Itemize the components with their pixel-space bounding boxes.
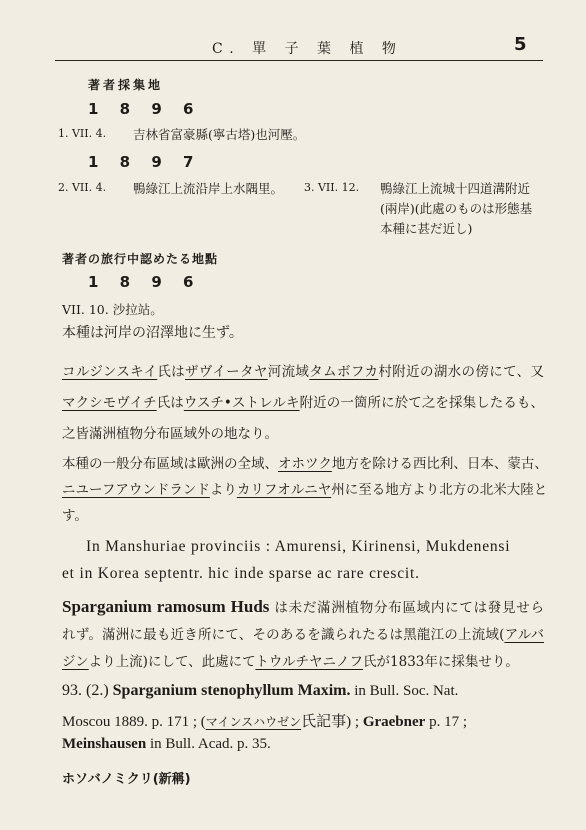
distribution-line [62, 452, 548, 472]
ramosum-line-segment: れず。滿洲に最も近き所にて、そのあるを識られたるは黑龍江の上流域( [62, 627, 505, 643]
species-citation-line [62, 736, 271, 753]
page-number: 5 [514, 34, 527, 55]
species-citation-segment: Meinshausen [62, 736, 147, 752]
collection-entry-place: 本種に甚だ近し) [380, 221, 473, 236]
distribution-line-segment: カリフオルニヤ [236, 482, 332, 498]
collector-line-segment: ザヴイータヤ [185, 364, 268, 380]
species-number: 93. (2.) [62, 682, 113, 699]
travel-year: 1 8 9 6 [88, 273, 202, 291]
species-name: Sparganium stenophyllum Maxim. [112, 682, 351, 699]
collector-line [62, 360, 544, 380]
collector-line-segment: 附近の一箇所に於て之を採集したるも、 [299, 395, 545, 411]
species-citation-segment: マインスハウゼン [205, 715, 302, 729]
collection-entry-place: 鴨綠江上流沿岸上水隅里。 [133, 181, 284, 196]
ramosum-line-segment: より上流)にして、此處にて [88, 654, 256, 670]
collector-line-segment: 之皆滿洲植物分布區域外の地なり。 [62, 426, 278, 442]
collector-line-segment: ウスチ•ストレルキ [183, 395, 300, 411]
species-citation-segment: in Bull. Soc. Nat. [350, 683, 459, 699]
header-rule [55, 60, 543, 61]
collection-entry-date: 3. VII. 12. [304, 181, 360, 194]
species-citation-segment: Moscou 1889. p. 171 ; ( [62, 714, 206, 730]
distribution-line-segment: す。 [62, 508, 88, 524]
collector-line [62, 422, 278, 442]
ramosum-line-segment: 氏が1833年に採集せり。 [363, 654, 519, 670]
distribution-line-segment: ニユーフアウンドランド [62, 482, 210, 498]
ramosum-line [62, 623, 544, 643]
species-japanese-name: ホソバノミクリ(新稱) [62, 772, 191, 787]
ramosum-line-segment: トウルチヤニノフ [255, 654, 364, 670]
collection-entry-place: 鴨綠江上流城十四道溝附近 [380, 181, 531, 196]
species-citation-line [62, 710, 467, 731]
collection-year-1897: 1 8 9 7 [88, 153, 202, 171]
ramosum-line [62, 650, 519, 670]
species-citation-segment: in Bull. Acad. p. 35. [146, 736, 271, 752]
collector-line-segment: タムボフカ [309, 364, 379, 380]
collector-line-segment: 河流域 [267, 364, 310, 380]
distribution-line-segment: 地方を除ける西比利、日本、蒙古、 [331, 456, 548, 472]
ramosum-line-segment: ジン [62, 654, 89, 670]
collection-entry-date: 2. VII. 4. [58, 181, 107, 194]
travel-heading: 著者の旅行中認めたる地點 [62, 252, 219, 266]
collector-line-segment: コルジンスキイ [62, 364, 158, 380]
species-citation-segment: 氏記事) ; [301, 714, 363, 730]
distribution-line-segment: より [209, 482, 237, 498]
habitat-paragraph: 本種は河岸の沼澤地に生ず。 [62, 325, 243, 341]
collection-heading: 著者採集地 [88, 78, 164, 92]
running-header-title: C. 單 子 葉 植 物 [212, 41, 403, 57]
distribution-line-segment: 本種の一般分布區域は歐洲の全域、 [62, 456, 278, 472]
species-citation-segment: Graebner [362, 714, 426, 730]
species-heading-line [62, 682, 458, 700]
collection-entry-place: 吉林省富豪縣(寧古塔)也河壓。 [133, 127, 306, 142]
ramosum-line-segment: は未だ滿洲植物分布區域内にては發見せら [269, 600, 544, 616]
distribution-line-segment: オホツク [278, 456, 332, 472]
collection-entry-place: (兩岸)(此處のものは形態基 [380, 201, 533, 216]
latin-paragraph-line: In Manshuriae provinciis : Amurensi, Kirinensi, Mukdenensi [86, 538, 511, 555]
collection-year-1896: 1 8 9 6 [88, 100, 202, 118]
collector-line-segment: 村附近の湖水の傍にて、又 [378, 364, 544, 380]
ramosum-line [62, 596, 544, 617]
ramosum-line-segment: Sparganium ramosum Huds [62, 597, 270, 616]
species-citation-segment: p. 17 ; [425, 714, 467, 730]
distribution-line-segment: 州に至る地方より北方の北米大陸と [331, 482, 548, 498]
collector-line [62, 391, 544, 411]
distribution-line [62, 478, 548, 498]
collector-line-segment: 氏は [157, 364, 186, 380]
ramosum-line-segment: アルバ [504, 627, 544, 643]
distribution-line [62, 504, 88, 524]
travel-entry: VII. 10. 沙拉站。 [62, 302, 163, 317]
collection-entry-date: 1. VII. 4. [58, 127, 107, 140]
collector-line-segment: マクシモヴイチ [62, 395, 157, 411]
latin-paragraph-line: et in Korea septentr. hic inde sparse ac rare crescit. [62, 565, 420, 582]
collector-line-segment: 氏は [156, 395, 184, 411]
